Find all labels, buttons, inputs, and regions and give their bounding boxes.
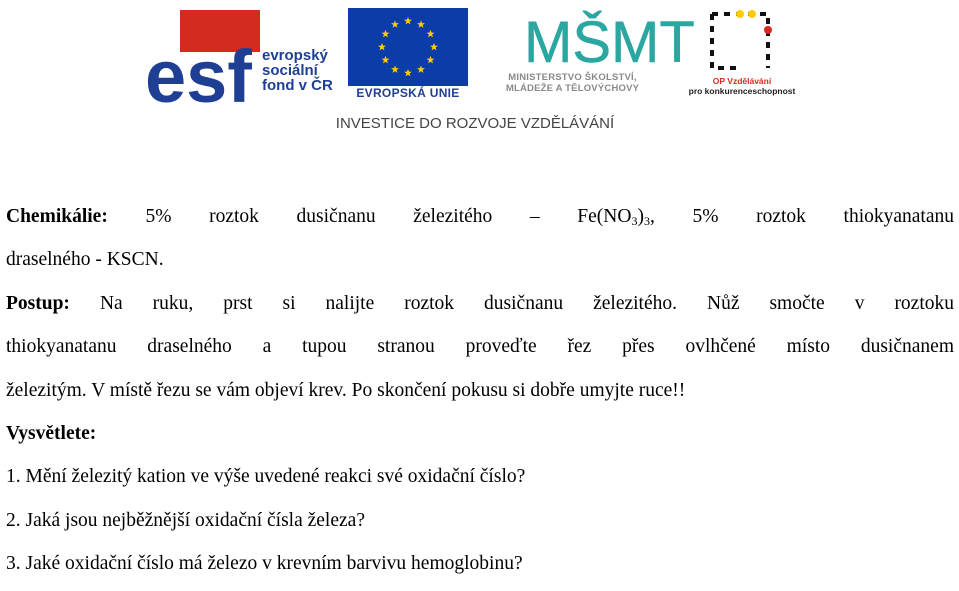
chemicals-line1 [6, 200, 954, 243]
eu-flag [348, 8, 468, 86]
op-caption [672, 76, 812, 96]
msmt-logo [520, 6, 695, 75]
chemicals-text [145, 206, 954, 227]
question-2: 2. Jaká jsou nejběžnější oxidační čísla železa? [6, 509, 365, 531]
question-1: 1. Mění železitý kation ve výše uvedené reakci své oxidační číslo? [6, 466, 526, 488]
esf-name-line3: fond v ČR [262, 77, 333, 94]
esf-name-line2: sociální [262, 62, 318, 79]
esf-wordmark: esf [145, 35, 252, 118]
chemicals-sub1: 3 [631, 214, 638, 228]
document-body [6, 200, 954, 591]
chemicals-mid: ) [637, 206, 644, 227]
logo-header [0, 0, 959, 150]
msmt-caption [470, 72, 675, 94]
chemicals-sub2: 3 [643, 214, 650, 228]
esf-name-line1: evropský [262, 47, 328, 64]
procedure-line1 [6, 287, 954, 330]
procedure-text1: Na ruku, prst si nalijte roztok dusičnanu železitého. Nůž smočte v roztoku [99, 292, 955, 314]
op-logo [700, 6, 780, 74]
esf-logo [140, 10, 260, 118]
question-3: 3. Jaké oxidační číslo má železo v krevním barvivu hemoglobinu? [6, 553, 523, 575]
chemicals-line2: draselného - KSCN. [6, 249, 164, 271]
procedure-label: Postup: [6, 292, 70, 314]
slogan: INVESTICE DO ROZVOJE VZDĚLÁVÁNÍ [335, 115, 615, 132]
op-caption-line2: pro konkurenceschopnost [688, 86, 796, 96]
chemicals-label: Chemikálie: [6, 206, 108, 227]
procedure-line3: železitým. V místě řezu se vám objeví krev. Po skončení pokusu si dobře umyjte ruce!! [6, 379, 686, 401]
eu-caption: EVROPSKÁ UNIE [356, 86, 460, 100]
msmt-caption-line2: MLÁDEŽE A TĚLOVÝCHOVY [505, 83, 640, 94]
msmt-monogram: MŠMT [524, 10, 695, 75]
procedure-line2: thiokyanatanu draselného a tupou stranou proveďte řez přes ovlhčené místo dusičnanem [6, 336, 954, 358]
chemicals-text-before: 5% roztok dusičnanu železitého – Fe(NO [145, 206, 632, 227]
questions-heading: Vysvětlete: [6, 422, 97, 444]
msmt-caption-line1: MINISTERSTVO ŠKOLSTVÍ, [508, 72, 637, 83]
op-caption-line1: OP Vzdělávání [712, 76, 772, 86]
esf-name [262, 48, 352, 93]
chemicals-text-after: , 5% roztok thiokyanatanu [649, 206, 955, 227]
